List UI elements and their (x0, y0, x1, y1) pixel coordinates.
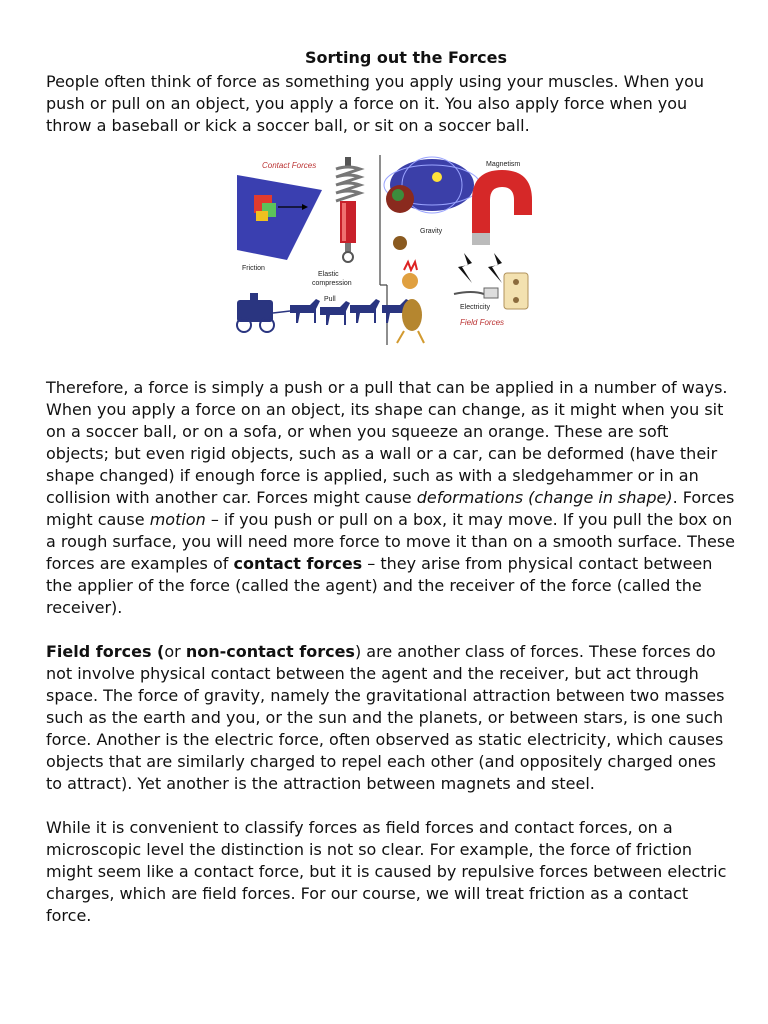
forces-diagram (232, 155, 532, 345)
spring-icon (336, 157, 360, 262)
label-contact-forces: Contact Forces (262, 161, 317, 170)
term-field-forces: Field forces ( (46, 642, 165, 661)
label-pull: Pull (324, 296, 336, 303)
friction-ramp-shape (237, 175, 322, 260)
term-motion: motion (149, 510, 206, 529)
forces-illustration (232, 155, 532, 355)
label-friction: Friction (242, 265, 265, 272)
term-non-contact-forces: non-contact forces (185, 642, 355, 661)
document-page (46, 48, 736, 927)
rooster-icon (397, 262, 424, 343)
label-field-forces: Field Forces (460, 318, 505, 327)
label-gravity: Gravity (420, 228, 443, 235)
label-compression: compression (312, 280, 352, 287)
intro-paragraph: People often think of force as something you apply using your muscles. When you push or pull on an object, you apply a force on it. You also apply force when you throw a baseball or kick a soccer ball, or sit on a soccer ball. (46, 72, 705, 135)
ball-icon (393, 236, 407, 250)
term-deformations: deformations (change in shape) (416, 488, 673, 507)
term-contact-forces: contact forces (233, 554, 363, 573)
earth-icon (384, 157, 480, 213)
paragraph-forces-definition: Therefore, a force is simply a push or a pull that can be applied in a number of ways. When you apply a force on an object, its shape can change, as it might when you sit on a soccer ball, or on a sofa, or when you squeeze an orange. These are soft objects; but even rigid objects, such as a wall or a car, can be deformed (have their shape changed) if enough force is applied, such as with a sledgehammer or in an collision with another car. Forces might cause deformations (change in shape). Forces might cause motion – if you push or pull on a box, it may move. If you pull the box on a rough surface, you will need more force to move it than on a smooth surface. These forces are examples of contact forces – they arise from physical contact between the applier of the force (called the agent) and the receiver of the force (called the receiver). (46, 378, 736, 617)
label-elastic: Elastic (318, 271, 339, 278)
paragraph-field-forces: Field forces (or non-contact forces) are another class of forces. These forces do not involve physical contact between the agent and the receiver, but act through space. The force of gravity, namely the gravitational attraction between two masses such as the earth and you, or the sun and the planets, or between stars, is one such force. Another is the electric force, often observed as static electricity, which causes objects that are similarly charged to repel each other (and oppositely charged ones to attract). Yet another is the attraction between magnets and steel. (46, 642, 725, 793)
page-title: Sorting out the Forces (304, 48, 508, 67)
label-magnetism: Magnetism (486, 161, 521, 168)
stagecoach-icon (237, 293, 290, 332)
horses-icon (290, 299, 410, 325)
label-electricity: Electricity (460, 304, 490, 311)
paragraph-friction: While it is convenient to classify forces as field forces and contact forces, on a microscopic level the distinction is not so clear. For example, the force of friction might seem like a contact force, but it is caused by repulsive forces between electric charges, which are field forces. For our course, we will treat friction as a contact force. (46, 818, 727, 925)
